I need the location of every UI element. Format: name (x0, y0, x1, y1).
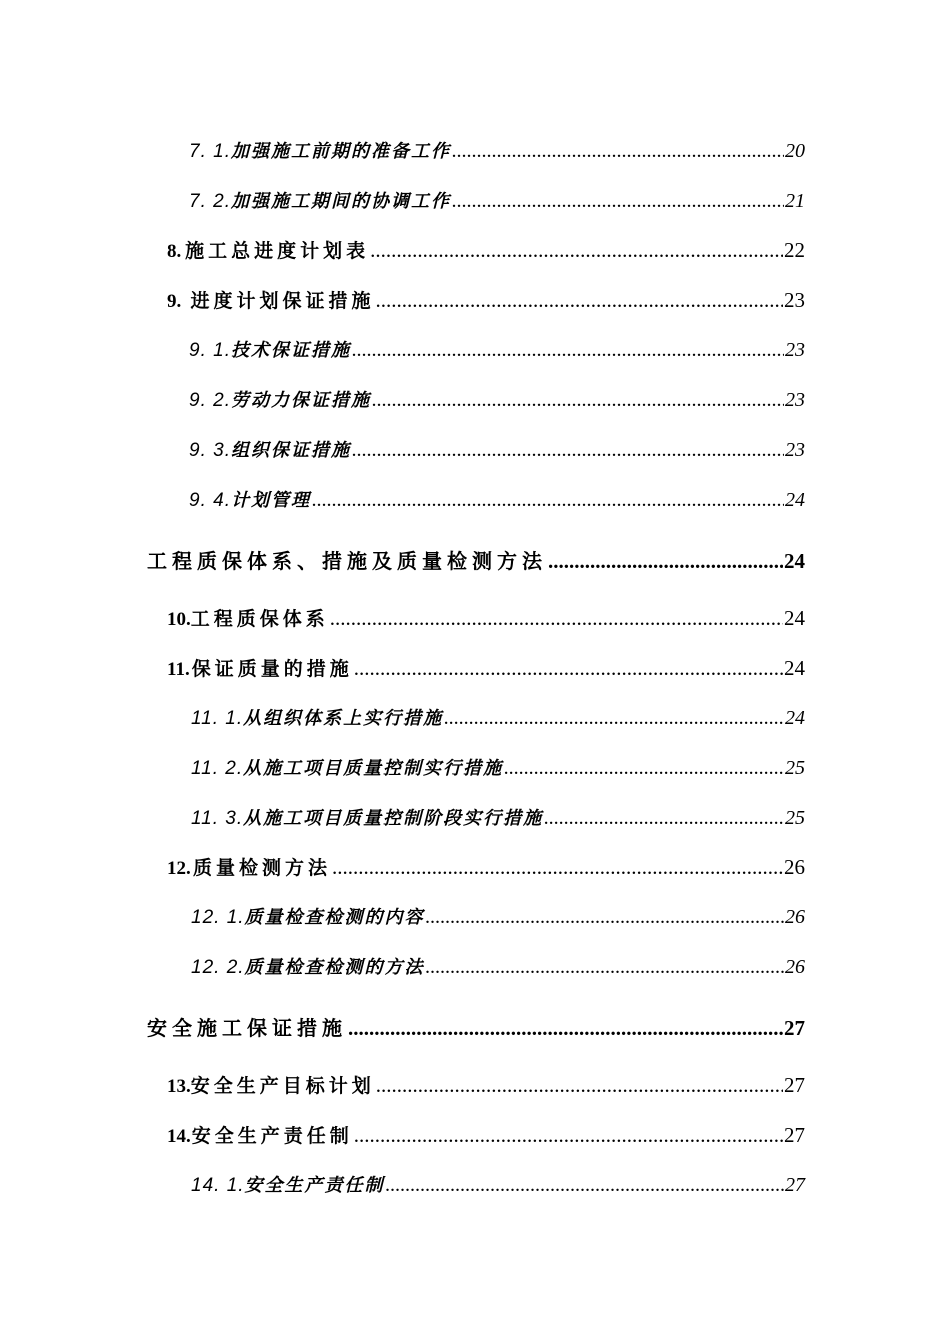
toc-entry-page: 24 (784, 606, 805, 630)
toc-entry-title: 质量检测方法 (193, 857, 332, 879)
toc-entry-number: 12. (167, 858, 191, 879)
toc-entry-title: 工程质保体系、措施及质量检测方法 (147, 549, 547, 573)
toc-entry-page: 23 (785, 439, 805, 461)
toc-entry-title: 加强施工前期的准备工作 (230, 141, 451, 162)
toc-leader-dots (376, 288, 783, 313)
toc-entry-title: 计划管理 (230, 490, 311, 511)
toc-entry-page: 26 (784, 855, 805, 879)
toc-entry-page: 25 (785, 757, 805, 779)
toc-entry[interactable] (167, 236, 805, 263)
toc-entry-title: 质量检查检测的内容 (244, 907, 425, 928)
toc-entry-page: 21 (785, 190, 805, 212)
toc-entry[interactable] (191, 804, 805, 830)
toc-entry[interactable] (189, 336, 805, 362)
toc-entry-page: 27 (784, 1016, 805, 1040)
toc-entry-title: 从施工项目质量控制实行措施 (243, 758, 504, 779)
toc-leader-dots (330, 606, 783, 631)
toc-entry-title: 保证质量的措施 (191, 658, 353, 680)
toc-entry-number: 9. 4. (189, 490, 231, 511)
toc-entry-number: 9. 2. (189, 390, 231, 411)
toc-entry-page: 23 (785, 339, 805, 361)
toc-entry-title: 进度计划保证措施 (190, 290, 375, 312)
toc-entry-page: 26 (785, 906, 805, 928)
toc-entry-title: 安全施工保证措施 (147, 1016, 347, 1040)
toc-leader-dots (348, 1016, 783, 1041)
toc-leader-dots (544, 807, 784, 830)
toc-entry-page: 20 (785, 140, 805, 162)
toc-entry-number: 7. 2. (189, 191, 231, 212)
toc-entry[interactable] (167, 1121, 805, 1148)
toc-entry[interactable] (191, 953, 805, 979)
toc-entry[interactable] (167, 853, 805, 880)
toc-entry-number: 10. (167, 609, 191, 630)
toc-entry-page: 24 (784, 656, 805, 680)
toc-entry-title: 安全生产责任制 (191, 1125, 353, 1147)
toc-entry-number: 14. 1. (191, 1175, 245, 1196)
toc-entry-number: 11. 2. (191, 758, 244, 779)
toc-entry-page: 25 (785, 807, 805, 829)
toc-entry[interactable] (147, 1012, 805, 1041)
toc-leader-dots (452, 140, 784, 163)
toc-entry-page: 26 (785, 956, 805, 978)
toc-leader-dots (352, 439, 784, 462)
toc-entry-number: 9. 1. (189, 340, 231, 361)
toc-leader-dots (426, 906, 784, 929)
toc-entry-number: 11. 3. (191, 808, 244, 829)
toc-entry[interactable] (189, 386, 805, 412)
toc-entry-title: 安全生产责任制 (244, 1175, 385, 1196)
toc-entry-page: 24 (785, 489, 805, 511)
toc-entry-number: 14. (167, 1126, 191, 1147)
toc-entry-number: 11. 1. (191, 708, 244, 729)
toc-entry[interactable] (191, 903, 805, 929)
toc-entry-page: 27 (785, 1174, 805, 1196)
toc-entry-title: 安全生产目标计划 (190, 1075, 375, 1097)
toc-entry-page: 23 (785, 389, 805, 411)
toc-leader-dots (352, 339, 784, 362)
toc-leader-dots (452, 190, 784, 213)
toc-leader-dots (426, 956, 784, 979)
toc-entry-page: 27 (784, 1073, 805, 1097)
toc-entry-title: 施工总进度计划表 (185, 240, 370, 262)
toc-entry-number: 9. 3. (189, 440, 231, 461)
toc-leader-dots (548, 549, 783, 574)
toc-entry[interactable] (167, 286, 805, 313)
toc-entry[interactable] (167, 1071, 805, 1098)
toc-leader-dots (386, 1174, 784, 1197)
toc-leader-dots (354, 656, 783, 681)
toc-entry-page: 23 (784, 288, 805, 312)
toc-entry[interactable] (147, 545, 805, 574)
toc-leader-dots (332, 855, 783, 880)
toc-leader-dots (312, 489, 784, 512)
toc-entry-title: 质量检查检测的方法 (244, 957, 425, 978)
toc-entry-number: 13. (167, 1076, 191, 1097)
toc-entry-title: 加强施工期间的协调工作 (230, 191, 451, 212)
toc-entry-title: 从组织体系上实行措施 (243, 708, 444, 729)
toc-entry-title: 劳动力保证措施 (230, 390, 371, 411)
toc-entry-page: 27 (784, 1123, 805, 1147)
toc-entry-title: 从施工项目质量控制阶段实行措施 (243, 808, 544, 829)
toc-entry-number: 12. 2. (191, 957, 245, 978)
toc-entry-page: 22 (784, 238, 805, 262)
toc-entry-number: 8. (167, 241, 182, 262)
toc-entry[interactable] (189, 486, 805, 512)
toc-entry[interactable] (189, 137, 805, 163)
toc-entry-title: 组织保证措施 (230, 440, 351, 461)
toc-entry-page: 24 (784, 549, 805, 573)
toc-entry-title: 工程质保体系 (190, 608, 329, 630)
toc-entry[interactable] (167, 604, 805, 631)
toc-leader-dots (370, 238, 783, 263)
toc-entry-number: 9. (167, 291, 182, 312)
toc-leader-dots (372, 389, 784, 412)
toc-entry[interactable] (167, 654, 805, 681)
toc-entry-number: 7. 1. (189, 141, 231, 162)
toc-entry-number: 12. 1. (191, 907, 245, 928)
toc-entry-number: 11. (167, 659, 190, 680)
toc-entry-title: 技术保证措施 (230, 340, 351, 361)
toc-entry[interactable] (189, 436, 805, 462)
toc-entry[interactable] (191, 754, 805, 780)
toc-leader-dots (444, 707, 784, 730)
toc-leader-dots (376, 1073, 783, 1098)
toc-entry-page: 24 (785, 707, 805, 729)
toc-entry[interactable] (191, 1171, 805, 1197)
toc-entry[interactable] (191, 704, 805, 730)
toc-leader-dots (504, 757, 784, 780)
toc-leader-dots (354, 1123, 783, 1148)
toc-entry[interactable] (189, 187, 805, 213)
